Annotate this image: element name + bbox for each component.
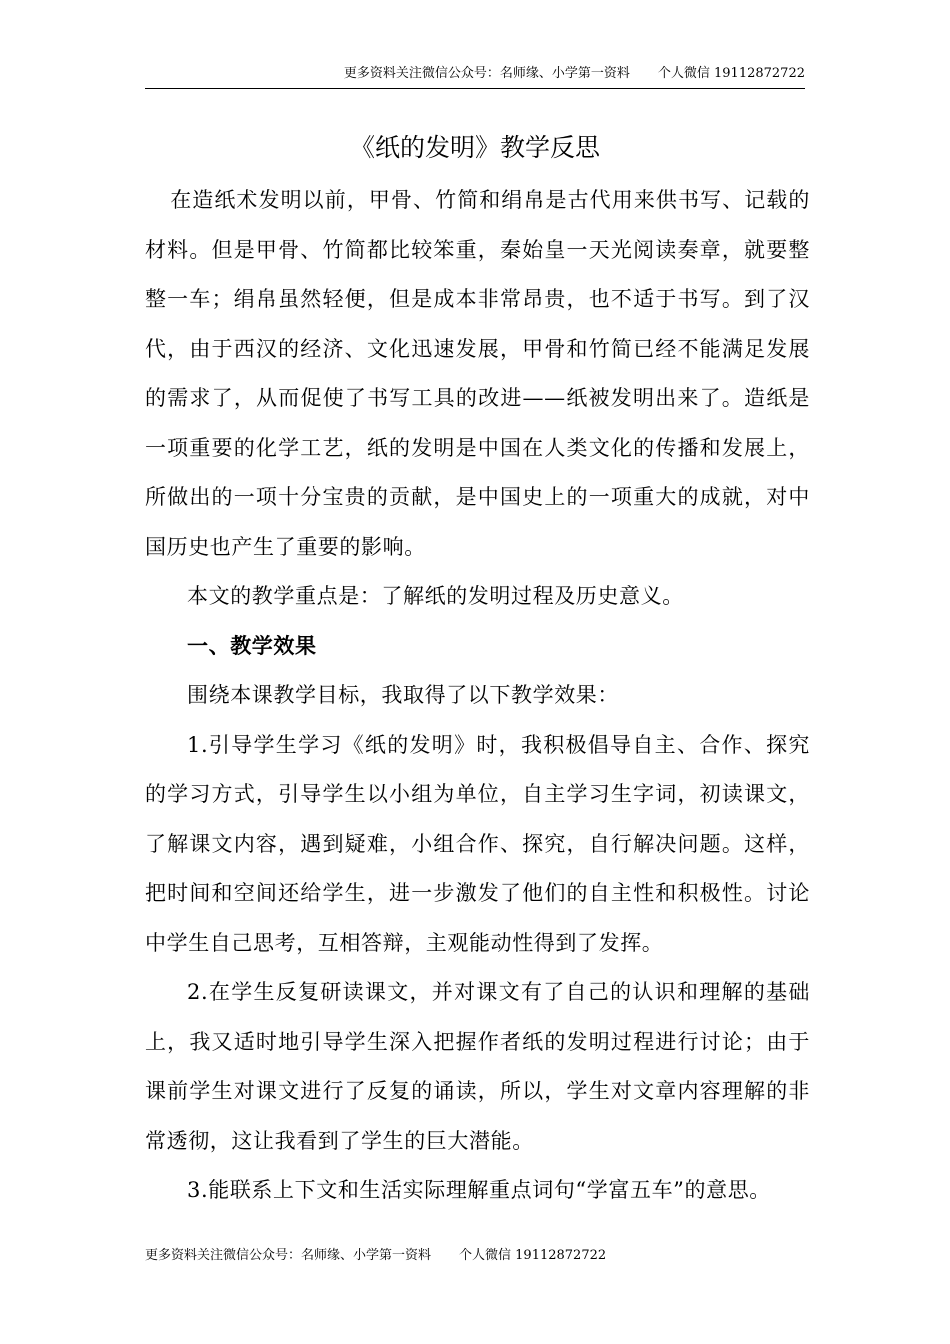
paragraph-effect-intro: 围绕本课教学目标，我取得了以下教学效果： [187,683,619,707]
paragraph-intro: 在造纸术发明以前，甲骨、竹简和绢帛是古代用来供书写、记载的材料。但是甲骨、竹简都比较笨重，秦始皇一天光阅读奏章，就要整整一车；绢帛虽然轻便，但是成本非常昂贵，也不适于书写。到了汉代，由于西汉的经济、文化迅速发展，甲骨和竹简已经不能满足发展的需求了，从而促使了书写工具的改进——纸被发明出来了。造纸是一项重要的化学工艺，纸的发明是中国在人类文化的传播和发展上，所做出的一项十分宝贵的贡献，是中国史上的一项重大的成就，对中国历史也产生了重要的影响。 [145,188,810,559]
footer-personal-wechat: 个人微信 19112872722 [459,1248,607,1263]
document-body [145,176,810,1216]
page-header [145,62,805,89]
section-heading-teaching-effect: 一、教学效果 [187,633,317,658]
paragraph-effect-2: 2.在学生反复研读课文，并对课文有了自己的认识和理解的基础上，我又适时地引导学生深入把握作者纸的发明过程进行讨论；由于课前学生对课文进行了反复的诵读，所以，学生对文章内容理解的非常透彻，这让我看到了学生的巨大潜能。 [145,980,810,1153]
paragraph-effect-1: 1.引导学生学习《纸的发明》时，我积极倡导自主、合作、探究的学习方式，引导学生以小组为单位，自主学习生字词，初读课文，了解课文内容，遇到疑难，小组合作、探究，自行解决问题。这样，把时间和空间还给学生，进一步激发了他们的自主性和积极性。讨论中学生自己思考，互相答辩，主观能动性得到了发挥。 [145,732,810,955]
paragraph-key-point: 本文的教学重点是：了解纸的发明过程及历史意义。 [187,584,684,608]
page-footer [145,1244,606,1268]
document-title: 《纸的发明》教学反思 [349,133,600,162]
header-personal-wechat: 个人微信 19112872722 [657,66,805,81]
footer-wechat-notice: 更多资料关注微信公众号：名师缘、小学第一资料 [145,1248,432,1263]
paragraph-effect-3: 3.能联系上下文和生活实际理解重点词句“学富五车”的意思。 [187,1178,771,1202]
header-wechat-notice: 更多资料关注微信公众号：名师缘、小学第一资料 [343,66,630,81]
